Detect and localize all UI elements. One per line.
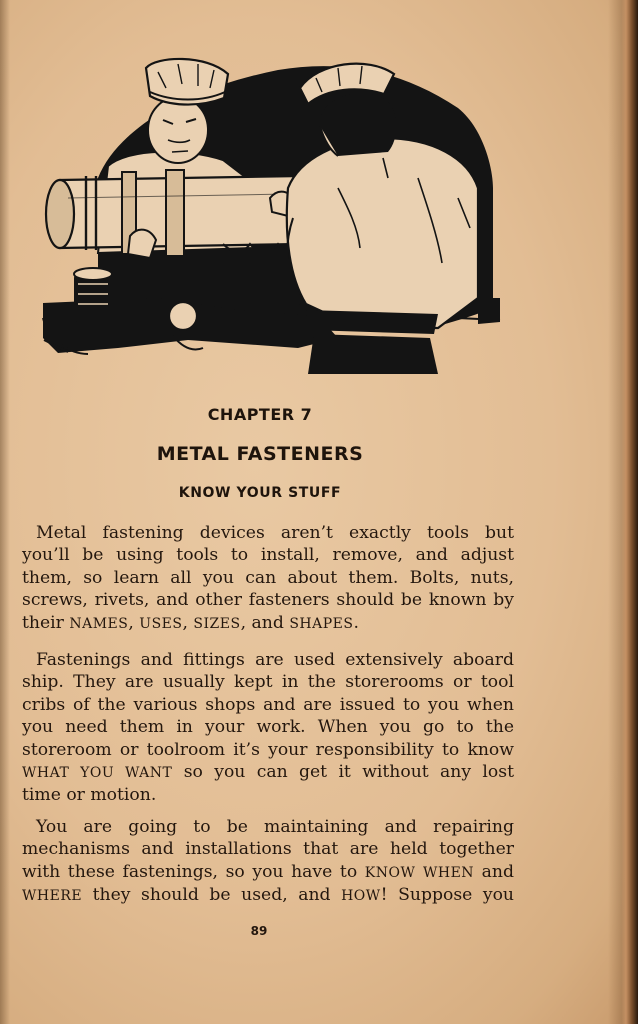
paragraph-1-line-4: screws, rivets, and other fasteners should be known by — [22, 590, 514, 611]
paragraph-3-line-1: You are going to be maintaining and repairing — [36, 817, 514, 837]
emphasis-where: WHERE — [22, 888, 83, 905]
emphasis-know: KNOW — [364, 864, 416, 881]
text-run — [415, 862, 423, 882]
text-run: they should be used, and — [82, 885, 342, 906]
text-run: . — [353, 612, 359, 633]
paragraph-3-line-4 — [22, 884, 514, 907]
paragraph-1-line-2: you’ll be using tools to install, remove, and adjust — [22, 545, 514, 566]
paragraph-3-line-2: mechanisms and installations that are held together — [22, 839, 514, 860]
chapter-label: CHAPTER 7 — [207, 405, 313, 424]
paragraph-2-line-5: storeroom or toolroom it’s your responsibility to know — [22, 739, 514, 760]
paragraph-2-line-4: you need them in your work. When you go to the — [22, 717, 514, 738]
paragraph-1-line-3: them, so learn all you can about them. Bolts, nuts, — [22, 567, 514, 588]
emphasis-names: NAMES — [69, 615, 129, 632]
text-run: , — [182, 612, 194, 633]
paragraph-3-line-3 — [22, 861, 514, 884]
text-run: so you can get it without any lost — [172, 762, 514, 783]
paragraph-1-line-5 — [22, 612, 514, 635]
text-run: , — [128, 612, 140, 633]
paragraph-1 — [22, 522, 514, 635]
paragraph-2-line-6 — [22, 761, 514, 784]
paragraph-1-line-1: Metal fastening devices aren’t exactly tools but — [36, 523, 514, 543]
emphasis-how: HOW — [341, 888, 381, 905]
paragraph-2-line-2: ship. They are usually kept in the storerooms or tool — [22, 672, 514, 693]
text-run: their — [22, 612, 70, 633]
emphasis-when: WHEN — [422, 864, 475, 881]
paragraph-2-line-7: time or motion. — [22, 785, 157, 806]
page-gutter-shadow — [0, 0, 10, 1024]
emphasis-uses: USES — [139, 615, 183, 632]
page-edge — [608, 0, 638, 1024]
paragraph-2-line-3: cribs of the various shops and are issued to you when — [22, 694, 514, 715]
paragraph-2 — [22, 649, 514, 807]
text-run: with these fastenings, so you have to — [22, 861, 365, 882]
emphasis-shapes: SHAPES — [289, 615, 354, 632]
page-number: 89 — [250, 924, 268, 938]
paragraph-3 — [22, 816, 514, 908]
emphasis-what-you-want: WHAT YOU WANT — [22, 765, 173, 782]
sailors-illustration — [38, 48, 502, 374]
text-run: and — [474, 861, 514, 882]
text-run: , and — [240, 612, 290, 633]
emphasis-sizes: SIZES — [193, 615, 241, 632]
paragraph-2-line-1: Fastenings and fittings are used extensively aboard — [36, 650, 514, 670]
section-subtitle: KNOW YOUR STUFF — [178, 485, 342, 501]
text-run: ! Suppose you — [380, 885, 514, 906]
chapter-title: METAL FASTENERS — [156, 443, 364, 465]
